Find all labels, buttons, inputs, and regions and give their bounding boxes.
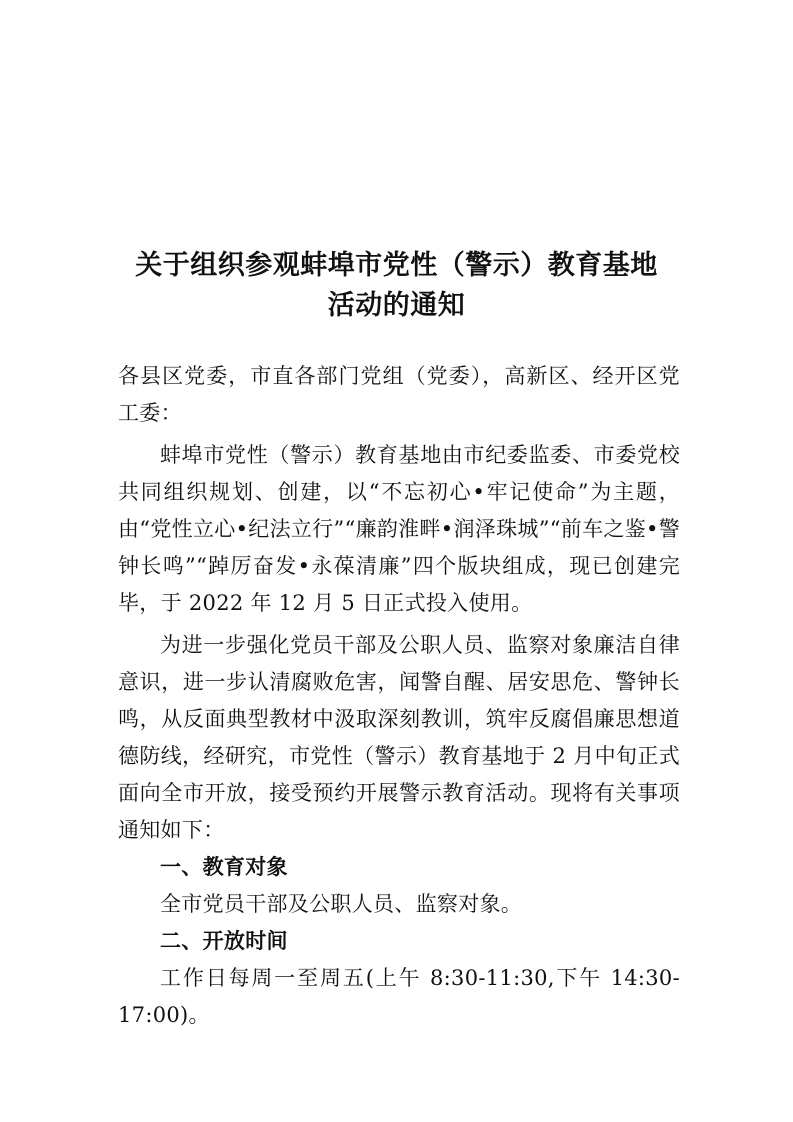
section-content-opening-hours: 工作日每周一至周五(上午 8:30-11:30,下午 14:30-17:00)。 <box>118 966 680 1027</box>
paragraph-intro: 蚌埠市党性（警示）教育基地由市纪委监委、市委党校共同组织规划、创建，以“不忘初心•牢记使命”为主题，由“党性立心•纪法立行”“廉韵淮畔•润泽珠城”“前车之鉴•警钟长鸣”“踔厉奋发•永葆清廉”四个版块组成，现已创建完毕，于 2022 年 12 月 5 日正式投入使用。 <box>118 443 680 615</box>
document-title-line-2: 活动的通知 <box>327 290 466 321</box>
salutation: 各县区党委，市直各部门党组（党委），高新区、经开区党工委： <box>118 364 680 425</box>
section-heading-opening-hours: 二、开放时间 <box>160 929 288 953</box>
document-title-line-1: 关于组织参观蚌埠市党性（警示）教育基地 <box>135 250 658 281</box>
document-body <box>118 358 680 1034</box>
section-heading-education-target: 一、教育对象 <box>160 855 288 879</box>
paragraph-purpose: 为进一步强化党员干部及公职人员、监察对象廉洁自律意识，进一步认清腐败危害，闻警自醒、居安思危、警钟长鸣，从反面典型教材中汲取深刻教训，筑牢反腐倡廉思想道德防线，经研究，市党性（警示）教育基地于 2 月中旬正式面向全市开放，接受预约开展警示教育活动。现将有关事项通知如下： <box>118 633 680 842</box>
section-content-education-target: 全市党员干部及公职人员、监察对象。 <box>160 892 523 916</box>
